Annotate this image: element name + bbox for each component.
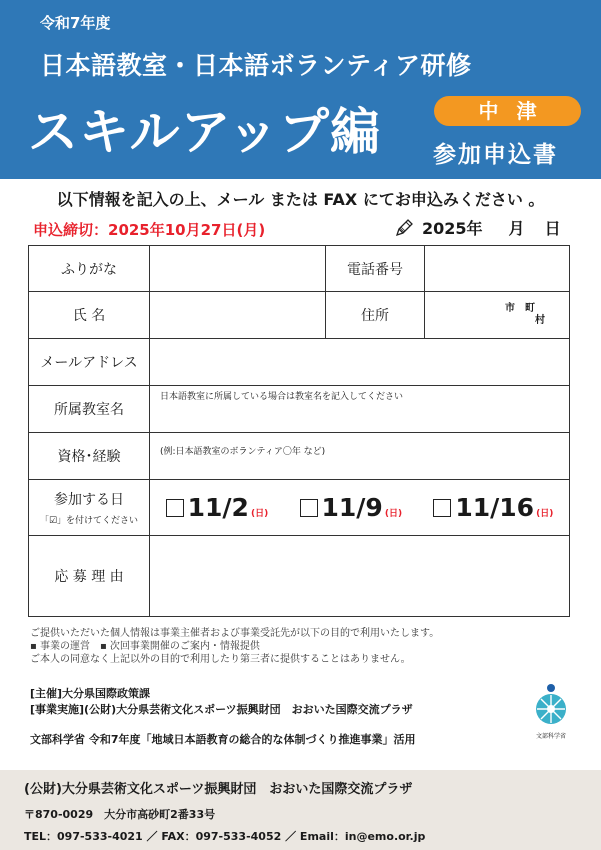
date-option-2[interactable]: 11/9 (日)	[300, 493, 403, 522]
email-field[interactable]	[150, 339, 570, 386]
experience-label: 資格･経験	[29, 433, 150, 480]
fiscal-year: 令和7年度	[40, 14, 111, 32]
phone-field[interactable]	[425, 246, 570, 292]
form-row-email	[29, 339, 570, 386]
email-label: メールアドレス	[29, 339, 150, 386]
address-label: 住所	[326, 292, 425, 339]
footer	[0, 770, 601, 850]
footer-address: 〒870-0029 大分市高砂町2番33号	[24, 808, 216, 821]
classroom-label: 所属教室名	[29, 386, 150, 433]
form-row-experience	[29, 433, 570, 480]
phone-label: 電話番号	[326, 246, 425, 292]
instructions: 以下情報を記入の上、メール または FAX にてお申込みください 。	[56, 190, 545, 209]
date-day[interactable]: 日	[544, 219, 561, 238]
experience-field[interactable]	[150, 433, 570, 480]
form-row-name	[29, 292, 570, 339]
form-row-classroom	[29, 386, 570, 433]
experience-hint: (例:日本語教室のボランティア〇年 など)	[160, 447, 326, 457]
privacy-notice: ご提供いただいた個人情報は事業主催者および事業受託先が以下の目的で利用いたします。 ▪ 事業の運営 ▪ 次回事業開催のご案内・情報提供 ご本人の同意なく上記以外の目的で利用したり第三者に提供することはありません。	[30, 628, 440, 665]
attend-label-cell	[29, 480, 150, 536]
application-date	[394, 216, 561, 239]
date-month[interactable]: 月	[508, 219, 525, 238]
footer-contact: TEL：097-533-4021 ／ FAX：097-533-4052 ／ Email：in@emo.or.jp	[24, 830, 426, 843]
mext-project-line: 文部科学省 令和7年度「地域日本語教育の総合的な体制づくり推進事業」活用	[30, 733, 416, 746]
form-row-furigana	[29, 246, 570, 292]
operator-line: [事業実施](公財)大分県芸術文化スポーツ振興財団 おおいた国際交流プラザ	[30, 703, 413, 716]
classroom-hint: 日本語教室に所属している場合は教室名を記入してください	[160, 392, 404, 402]
date-year[interactable]: 2025年	[422, 219, 483, 238]
checkbox-icon[interactable]	[166, 499, 184, 517]
form-row-reason	[29, 536, 570, 617]
header-banner	[0, 0, 601, 179]
pencil-icon	[394, 218, 414, 238]
location-badge: 中津	[434, 96, 581, 126]
reason-field[interactable]	[150, 536, 570, 617]
date-option-3[interactable]: 11/16 (日)	[433, 493, 553, 522]
classroom-field[interactable]	[150, 386, 570, 433]
deadline: 申込締切：2025年10月27日(月)	[33, 221, 266, 239]
mext-logo	[531, 683, 571, 740]
skillup-title: スキルアップ編	[28, 103, 381, 161]
city-town-village: 市町 村	[505, 303, 545, 326]
application-form-table	[28, 245, 570, 617]
attend-note: 「☑」を付けてください	[39, 516, 139, 526]
address-field[interactable]	[425, 292, 570, 339]
furigana-field[interactable]	[150, 246, 326, 292]
application-form-label: 参加申込書	[433, 142, 558, 168]
attend-label: 参加する日	[54, 492, 124, 508]
furigana-label: ふりがな	[29, 246, 150, 292]
checkbox-icon[interactable]	[300, 499, 318, 517]
attend-dates-cell	[150, 480, 570, 536]
name-label: 氏 名	[29, 292, 150, 339]
host-line: [主催]大分県国際政策課	[30, 687, 151, 700]
mext-emblem-icon	[533, 683, 569, 725]
reason-label: 応 募 理 由	[29, 536, 150, 617]
date-option-1[interactable]: 11/2 (日)	[166, 493, 269, 522]
footer-org: (公財)大分県芸術文化スポーツ振興財団 おおいた国際交流プラザ	[24, 782, 413, 797]
organizers	[30, 686, 413, 718]
form-row-attendance	[29, 480, 570, 536]
mext-logo-label: 文部科学省	[535, 733, 566, 740]
name-field[interactable]	[150, 292, 326, 339]
training-title: 日本語教室・日本語ボランティア研修	[40, 51, 472, 80]
checkbox-icon[interactable]	[433, 499, 451, 517]
